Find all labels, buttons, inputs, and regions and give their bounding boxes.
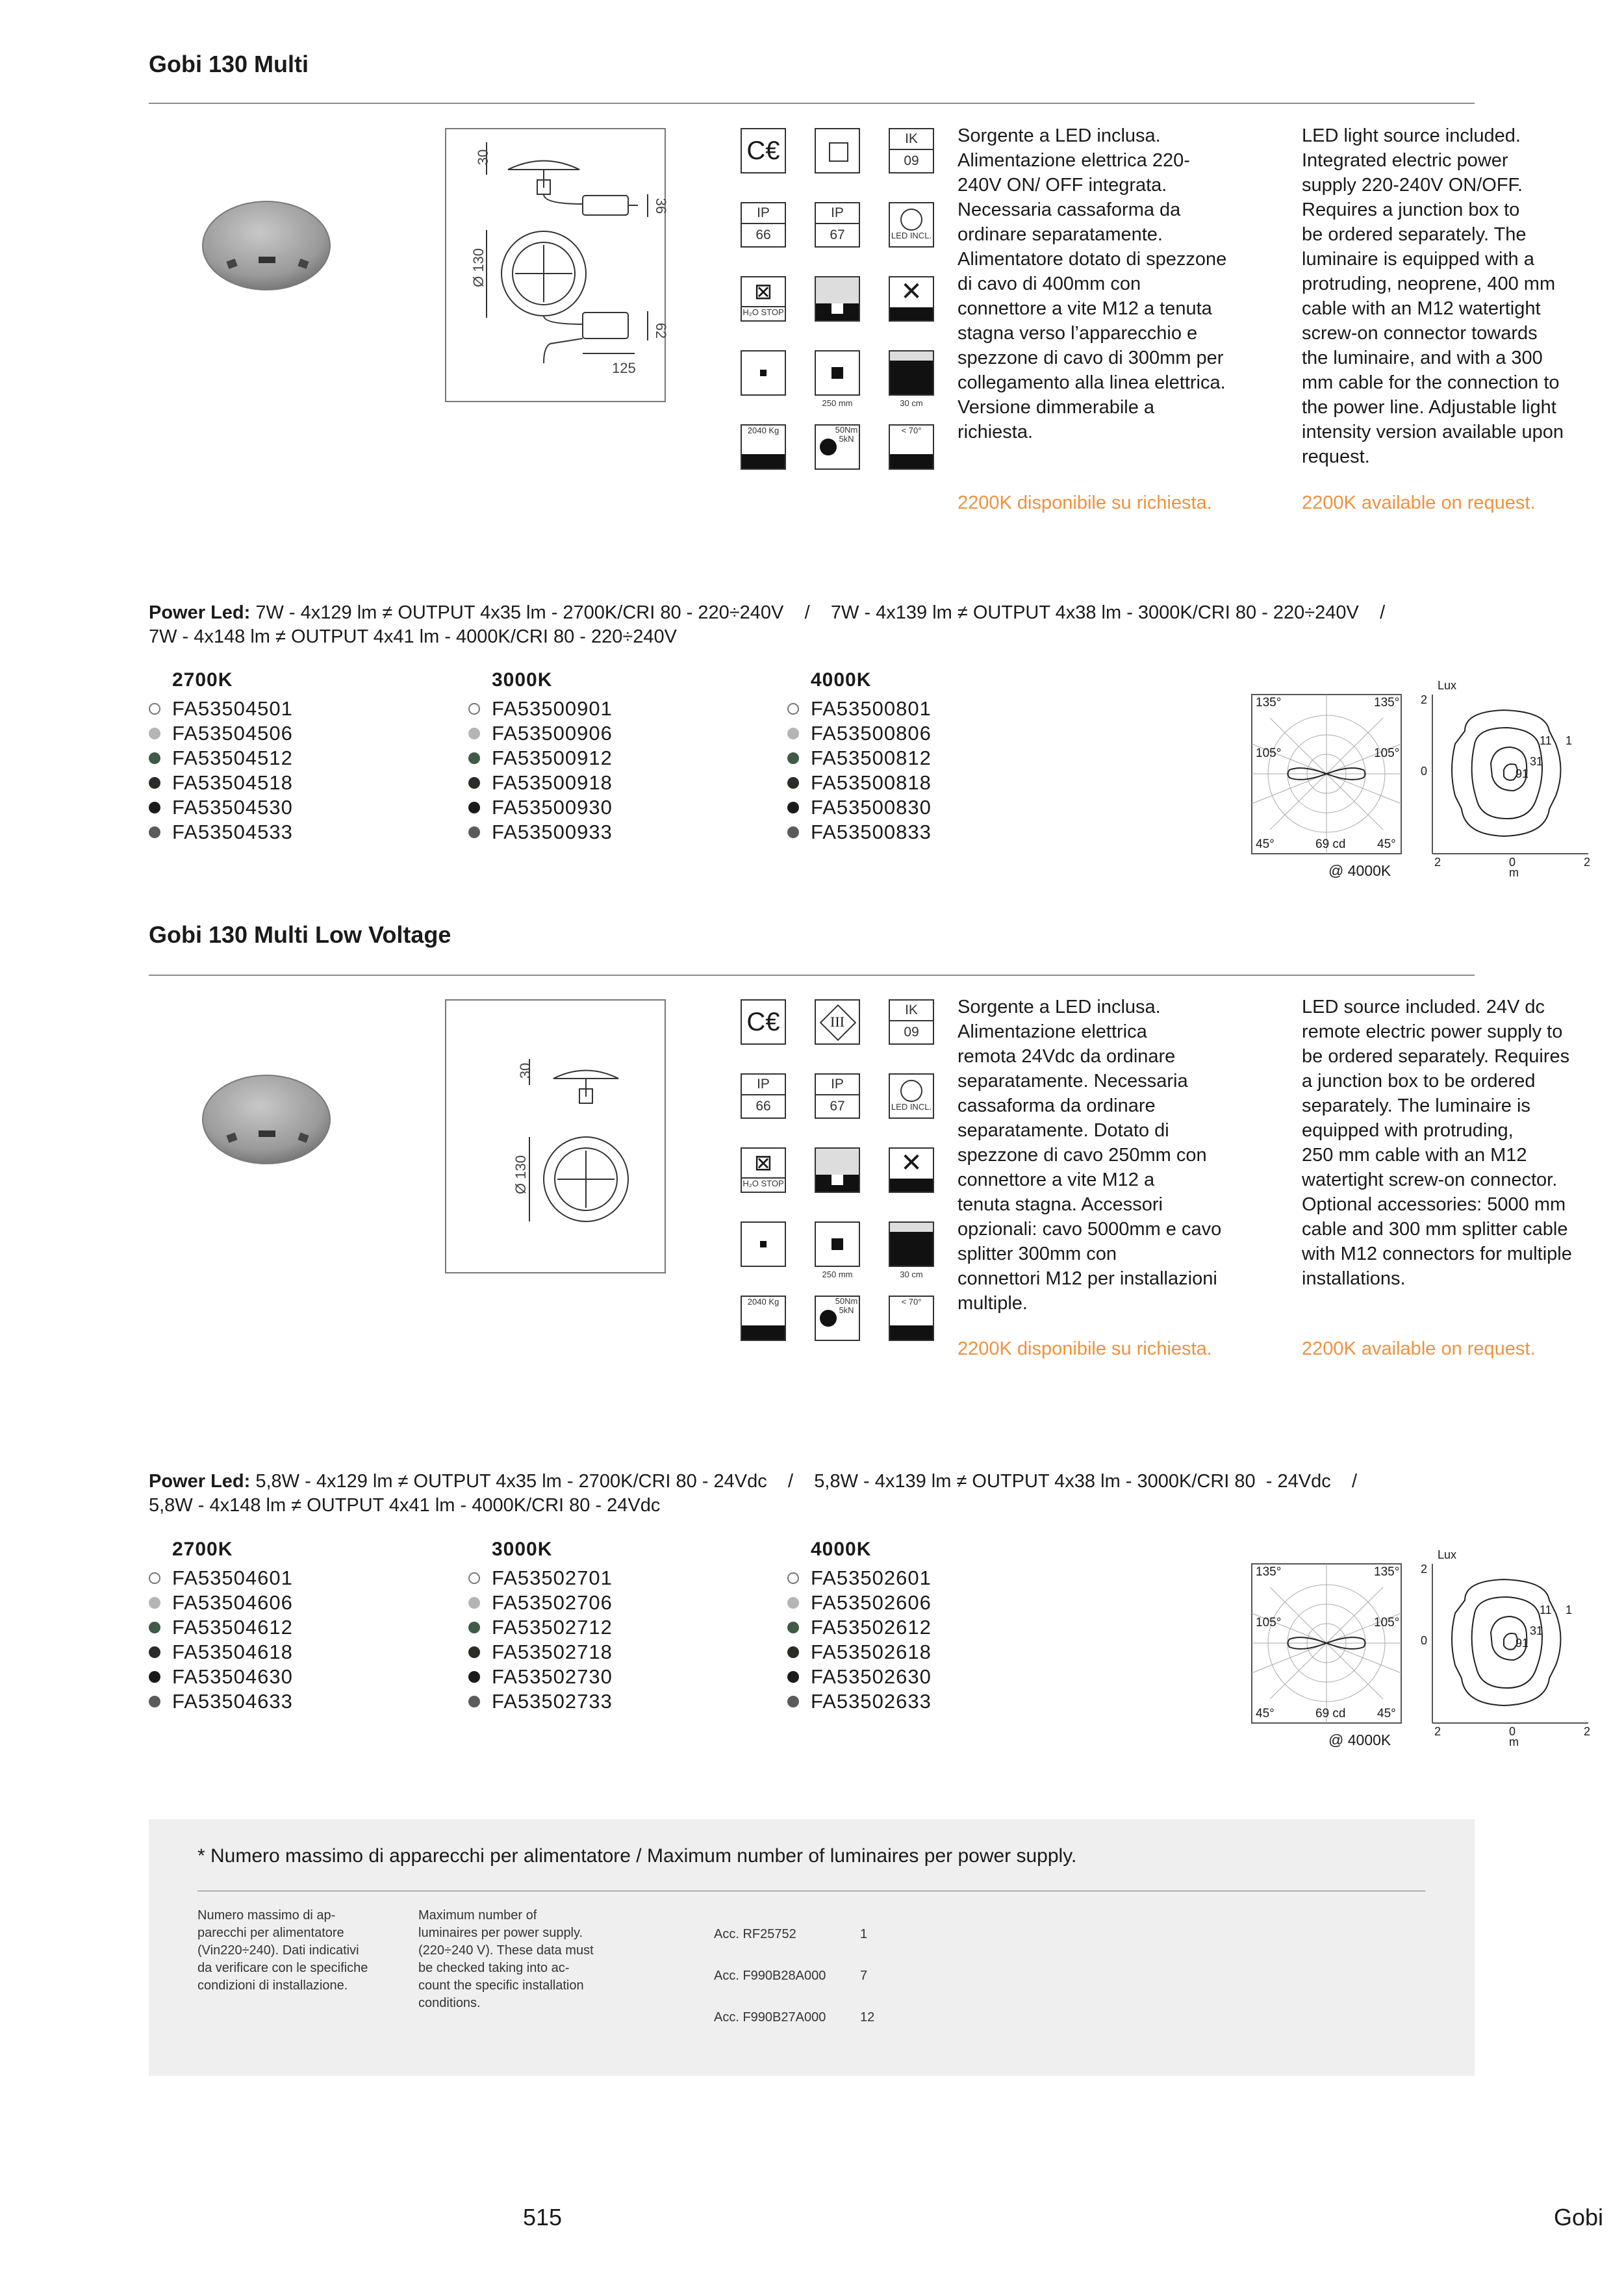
note-2200k-en: 2200K available on request. (1302, 1338, 1536, 1359)
photometric-charts (1250, 1548, 1601, 1750)
column-header: 4000K (811, 1539, 872, 1560)
code-row: FA53504501 (149, 696, 293, 721)
accessory-row: Acc. F990B28A000 7 (714, 1969, 868, 1983)
code-row: FA53500912 (468, 746, 613, 771)
angle-label: 105° (1374, 747, 1400, 760)
angle-label: 45° (1377, 1707, 1396, 1720)
dim-diameter: Ø 130 (512, 1155, 529, 1194)
recessed-icon (815, 1147, 860, 1193)
code-row: FA53502633 (787, 1689, 932, 1714)
code-row: FA53502601 (787, 1566, 932, 1591)
code-row: FA53502718 (468, 1640, 613, 1665)
candela-label: 69 cd (1315, 837, 1346, 851)
code-column-2700k (149, 1539, 293, 1714)
accessory-row: Acc. RF25752 1 (714, 1927, 868, 1941)
angle-label: 135° (1374, 1565, 1400, 1579)
axis-label: 2 (1421, 693, 1428, 706)
distance-250-label: 250 mm (822, 398, 853, 408)
axis-label: 2 (1434, 856, 1441, 869)
photometric-charts (1250, 679, 1601, 880)
code-row: FA53500806 (787, 721, 932, 746)
code-row: FA53504601 (149, 1566, 293, 1591)
power-led-specs (149, 601, 1513, 649)
code-row: FA53504618 (149, 1640, 293, 1665)
distance-30-label: 30 cm (900, 1270, 923, 1279)
dim-length: 125 (612, 360, 636, 376)
angle-label: 135° (1256, 1565, 1282, 1579)
code-row: FA53500818 (787, 771, 932, 795)
ip66-icon: IP 66 (741, 1073, 786, 1119)
ce-icon: C€ (741, 128, 786, 173)
isolux-value: 31 (1530, 755, 1543, 768)
h2o-stop-icon: ⊠ H₂O STOP (741, 1147, 786, 1193)
h2o-stop-icon: ⊠ H₂O STOP (741, 276, 786, 322)
isolux-value: 1 (1566, 734, 1573, 747)
code-row: FA53500901 (468, 696, 613, 721)
angle-label: 135° (1374, 696, 1400, 709)
led-included-icon: LED INCL. (889, 202, 934, 248)
angle-label: 105° (1374, 1616, 1400, 1629)
code-row: FA53504630 (149, 1665, 293, 1689)
load-icon: 2040 Kg (741, 1296, 786, 1341)
code-column-2700k (149, 669, 293, 845)
code-row: FA53504612 (149, 1615, 293, 1640)
angle-label: 45° (1377, 837, 1396, 851)
axis-label: 0 (1421, 765, 1428, 778)
code-row: FA53504606 (149, 1591, 293, 1615)
led-included-icon: LED INCL. (889, 1073, 934, 1119)
axis-label: 0 (1509, 1725, 1516, 1738)
info-english: Maximum number of luminaires per power supply. (220÷240 V). These data must be checked taking into ac- count the specific installation conditions. (418, 1908, 594, 2010)
power-supply-info-box (149, 1819, 1475, 2076)
distance-30-icon (889, 350, 934, 396)
dim-box1: 36 (653, 198, 670, 214)
description-english: LED source included. 24V dc remote electric power supply to be ordered separately. Requires a junction box to be ordered separately. The luminaire is equipped with protruding, 250 mm cable with an M12 watertight screw-on connector. Optional accessories: 5000 mm cable and 300 mm splitter cable with M12 connectors for multiple installations. (1302, 997, 1572, 1289)
code-row: FA53500830 (787, 795, 932, 820)
load-icon: 2040 Kg (741, 424, 786, 470)
axis-label: 2 (1434, 1725, 1441, 1738)
code-row: FA53500812 (787, 746, 932, 771)
ce-icon: C€ (741, 999, 786, 1045)
power-led-line1: 7W - 4x129 lm ≠ OUTPUT 4x35 lm - 2700K/CRI 80 - 220÷240V / 7W - 4x139 lm ≠ OUTPUT 4x38 lm - 3000K/CRI 80 - 220÷240V / (250, 602, 1386, 623)
power-led-line1: 5,8W - 4x129 lm ≠ OUTPUT 4x35 lm - 2700K/CRI 80 - 24Vdc / 5,8W - 4x139 lm ≠ OUTPUT 4x38 lm - 3000K/CRI 80 - 24Vdc / (250, 1471, 1358, 1492)
temperature-icon: < 70° (889, 424, 934, 470)
accessory-row: Acc. F990B27A000 12 (714, 2010, 875, 2025)
torque-icon: 50Nm 5kN (815, 424, 860, 470)
distance-250-label: 250 mm (822, 1270, 853, 1279)
isolux-value: 1 (1566, 1603, 1573, 1616)
description-italian: Sorgente a LED inclusa. Alimentazione elettrica remota 24Vdc da ordinare separatamente. Necessaria cassaforma da ordinare separatamente. Dotato di spezzone di cavo 250mm con connettore a vite M12 a tenuta stagna. Accessori opzionali: cavo 5000mm e cavo splitter 300mm con connettori M12 per installazioni multiple. (958, 997, 1222, 1314)
product-codes (149, 669, 1188, 858)
code-row: FA53500930 (468, 795, 613, 820)
dim-box2: 62 (653, 322, 670, 339)
page-number: 515 (523, 2204, 563, 2230)
dim-height: 30 (475, 149, 492, 166)
section-title: Gobi 130 Multi Low Voltage (149, 921, 451, 948)
candela-label: 69 cd (1315, 1707, 1346, 1720)
product-codes (149, 1539, 1188, 1727)
recessed-icon (815, 276, 860, 322)
note-2200k-it: 2200K disponibile su richiesta. (958, 1338, 1212, 1359)
column-header: 3000K (492, 1539, 553, 1560)
distance-250-icon (815, 350, 860, 396)
class-icon (815, 128, 860, 173)
axis-label: 2 (1421, 1563, 1428, 1576)
ip67-icon: IP 67 (815, 1073, 860, 1119)
power-led-label: Power Led: (149, 602, 251, 623)
beam-icon (741, 350, 786, 396)
dimension-sketch (446, 1001, 665, 1272)
section-title: Gobi 130 Multi (149, 51, 309, 77)
code-row: FA53504506 (149, 721, 293, 746)
code-row: FA53500933 (468, 820, 613, 845)
column-header: 2700K (172, 1539, 233, 1560)
certification-icons (741, 128, 935, 479)
axis-label: 2 (1584, 856, 1591, 869)
info-italian: Numero massimo di ap- parecchi per alimentatore (Vin220÷240). Dati indicativi da verificare con le specifiche condizioni di installazione. (197, 1908, 368, 1993)
code-row: FA53504633 (149, 1689, 293, 1714)
code-row: FA53502630 (787, 1665, 932, 1689)
polar-and-isolux-diagrams (1250, 679, 1601, 880)
torque-icon: 50Nm 5kN (815, 1296, 860, 1341)
distance-30-icon (889, 1221, 934, 1267)
temperature-label: @ 4000K (1328, 1731, 1391, 1748)
isolux-value: 11 (1540, 1603, 1552, 1616)
angle-label: 135° (1256, 696, 1282, 709)
axis-unit: m (1509, 866, 1519, 879)
isolux-value: 31 (1530, 1624, 1543, 1637)
angle-label: 105° (1256, 747, 1282, 760)
lux-label: Lux (1438, 679, 1457, 692)
isolux-value: 91 (1516, 1637, 1529, 1650)
lux-label: Lux (1438, 1548, 1457, 1561)
ik-icon: IK 09 (889, 999, 934, 1045)
code-row: FA53504533 (149, 820, 293, 845)
power-led-line2: 7W - 4x148 lm ≠ OUTPUT 4x41 lm - 4000K/CRI 80 - 220÷240V (149, 626, 678, 647)
no-cover-icon: ✕ (889, 276, 934, 322)
section-divider (149, 975, 1475, 976)
power-led-specs (149, 1470, 1513, 1518)
axis-label: 2 (1584, 1725, 1591, 1738)
code-row: FA53504530 (149, 795, 293, 820)
code-column-4000k (787, 669, 932, 845)
isolux-value: 11 (1540, 734, 1552, 747)
code-column-4000k (787, 1539, 932, 1714)
axis-label: 0 (1421, 1634, 1428, 1647)
class-iii-icon: III (815, 999, 860, 1045)
code-row: FA53502712 (468, 1615, 613, 1640)
dim-height: 30 (517, 1062, 534, 1079)
ip66-icon: IP 66 (741, 202, 786, 248)
angle-label: 45° (1256, 1707, 1275, 1720)
distance-250-icon (815, 1221, 860, 1267)
description-english: LED light source included. Integrated electric power supply 220-240V ON/OFF. Requires a junction box to be ordered separately. The luminaire is equipped with a protruding, neoprene, 400 mm cable with an M12 watertight screw-on connector towards the luminaire, and with a 300 mm cable for the connection to the power line. Adjustable light intensity version available upon request. (1302, 125, 1564, 467)
code-row: FA53502606 (787, 1591, 932, 1615)
isolux-value: 91 (1516, 767, 1529, 780)
power-led-label: Power Led: (149, 1471, 251, 1492)
column-header: 4000K (811, 669, 872, 691)
technical-drawing (445, 128, 670, 402)
power-supply-note: * Numero massimo di apparecchi per alimentatore / Maximum number of luminaires per power supply. (197, 1845, 1077, 1867)
code-row: FA53500801 (787, 696, 932, 721)
note-2200k-en: 2200K available on request. (1302, 492, 1536, 513)
column-header: 3000K (492, 669, 553, 691)
code-column-3000k (468, 669, 613, 845)
note-2200k-it: 2200K disponibile su richiesta. (958, 492, 1212, 513)
angle-label: 45° (1256, 837, 1275, 851)
code-row: FA53502701 (468, 1566, 613, 1591)
description-italian: Sorgente a LED inclusa. Alimentazione elettrica 220- 240V ON/ OFF integrata. Necessaria cassaforma da ordinare separatamente. Alimentatore dotato di spezzone di cavo di 400mm con connettore a vite M12 a tenuta stagna verso l’apparecchio e spezzone di cavo di 300mm per collegamento alla linea elettrica. Versione dimmerabile a richiesta. (958, 125, 1227, 442)
product-photo (201, 1069, 331, 1166)
temperature-icon: < 70° (889, 1296, 934, 1341)
code-row: FA53502612 (787, 1615, 932, 1640)
code-row: FA53504512 (149, 746, 293, 771)
polar-and-isolux-diagrams (1250, 1548, 1601, 1750)
power-led-line2: 5,8W - 4x148 lm ≠ OUTPUT 4x41 lm - 4000K/CRI 80 - 24Vdc (149, 1495, 661, 1516)
angle-label: 105° (1256, 1616, 1282, 1629)
axis-label: 0 (1509, 856, 1516, 869)
code-row: FA53502733 (468, 1689, 613, 1714)
code-row: FA53502618 (787, 1640, 932, 1665)
product-family: Gobi (1553, 2204, 1603, 2230)
code-column-3000k (468, 1539, 613, 1714)
no-cover-icon: ✕ (889, 1147, 934, 1193)
ip67-icon: IP 67 (815, 202, 860, 248)
code-row: FA53502730 (468, 1665, 613, 1689)
product-photo (201, 195, 331, 292)
code-row: FA53504518 (149, 771, 293, 795)
accessory-table (714, 1908, 874, 2050)
axis-unit: m (1509, 1735, 1519, 1748)
beam-icon (741, 1221, 786, 1267)
code-row: FA53500906 (468, 721, 613, 746)
code-row: FA53500833 (787, 820, 932, 845)
dim-diameter: Ø 130 (470, 248, 487, 287)
distance-30-label: 30 cm (900, 398, 923, 408)
column-header: 2700K (172, 669, 233, 691)
code-row: FA53500918 (468, 771, 613, 795)
technical-drawing (445, 999, 666, 1273)
ik-icon: IK 09 (889, 128, 934, 173)
code-row: FA53502706 (468, 1591, 613, 1615)
certification-icons (741, 999, 935, 1350)
temperature-label: @ 4000K (1328, 862, 1391, 879)
section-divider (149, 103, 1475, 104)
